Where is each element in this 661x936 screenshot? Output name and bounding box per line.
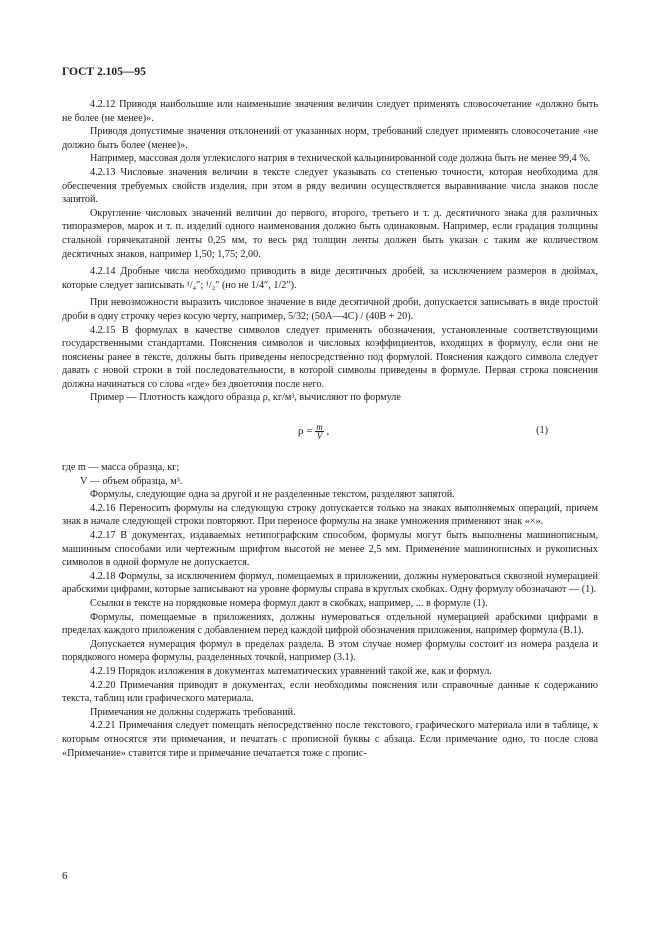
- formula: [298, 423, 329, 440]
- paragraph: Например, массовая доля углекислого натрия в технической кальцинированной соде должна быть не менее 99,4 %.: [90, 153, 591, 165]
- paragraph: 4.2.14 Дробные числа необходимо приводить в виде десятичных дробей, за исключением размеров в дюймах, которые следует записывать ¹/₄″; ¹/₂″ (но не 1/4″, 1/2″).: [62, 266, 598, 291]
- paragraph: 4.2.17 В документах, издаваемых нетипографским способом, формулы могут быть выполнены машинописным, машинным способами или чертежным шрифтом высотой не менее 2,5 мм. Применение машинописных и рукописных символов в одной формуле не допускается.: [62, 530, 598, 569]
- document-body: [62, 98, 598, 760]
- paragraph: При невозможности выразить числовое значение в виде десятичной дроби, допускается записывать в виде простой дроби в одну строчку через косую черту, например, 5/32; (50А—4С) / (40В + 20).: [62, 297, 598, 322]
- paragraph: Формулы, помещаемые в приложениях, должны нумероваться отдельной нумерацией арабскими цифрами в пределах каждого приложения с добавлением перед каждой цифрой обозначения приложения, например формула (В.1).: [62, 611, 598, 637]
- paragraph: 4.2.13 Числовые значения величин в тексте следует указывать со степенью точности, которая необходима для обеспечения требуемых свойств изделия, при этом в ряду величин осуществляется выравнивание числа знаков после запятой.: [62, 166, 598, 206]
- formula-block: [62, 411, 598, 457]
- formula-tail: ,: [326, 425, 330, 438]
- formula-numerator: m: [316, 422, 323, 433]
- paragraph: 4.2.21 Примечания следует помещать непосредственно после текстового, графического материала или в таблице, к которым относятся эти примечания, и печатать с прописной буквы с абзаца. Если примечание одно, то после слова «Примечание» ставится тире и примечание печатается тоже с пропис-: [62, 720, 598, 759]
- paragraph: 4.2.16 Переносить формулы на следующую строку допускается только на знаках выполняемых операций, причем знак в начале следующей строки повторяют. При переносе формулы на знаке умножения применяют знак «×».: [62, 502, 598, 528]
- paragraph: Округление числовых значений величин до первого, второго, третьего и т. д. десятичного знака для различных типоразмеров, марок и т. п. изделий одного наименования должно быть одинаковым. Например, если градация толщины стальной горячекатаной ленты 0,25 мм, то весь ряд толщин ленты должен быть указан с таким же количеством десятичных знаков, например 1,50; 1,75; 2,00.: [62, 207, 598, 260]
- paragraph: 4.2.12 Приводя наибольшие или наименьшие значения величин следует применять словосочетание «должно быть не более (не менее)».: [62, 99, 598, 124]
- formula-lhs: ρ =: [298, 425, 313, 438]
- formula-fraction: [315, 423, 324, 440]
- paragraph: Формулы, следующие одна за другой и не разделенные текстом, разделяют запятой.: [90, 489, 455, 501]
- paragraph: Примечания не должны содержать требований.: [90, 706, 296, 718]
- paragraph: Пример — Плотность каждого образца ρ, кг/м³, вычисляют по формуле: [90, 392, 401, 404]
- paragraph: 4.2.15 В формулах в качестве символов следует применять обозначения, установленные соответствующими государственными стандартами. Пояснения символов и числовых коэффициентов, входящих в формулу, если они не пояснены ранее в тексте, должны быть приведены непосредственно под формулой. Пояснения каждого символа следует давать с новой строки в той последовательности, в которой символы приведены в формуле. Первая строка пояснения должна начинаться со слова «где» без двоеточия после него.: [62, 324, 598, 390]
- paragraph: 4.2.19 Порядок изложения в документах математических уравнений такой же, как и формул.: [90, 665, 492, 677]
- paragraph: Ссылки в тексте на порядковые номера формул дают в скобках, например, ... в формуле (1).: [90, 598, 488, 609]
- paragraph: Допускается нумерация формул в пределах раздела. В этом случае номер формулы состоит из номера раздела и порядкового номера формулы, разделенных точкой, например (3.1).: [62, 638, 598, 664]
- formula-number: (1): [536, 425, 548, 437]
- paragraph: Приводя допустимые значения отклонений от указанных норм, требований следует применять словосочетание «не должно быть более (менее)».: [62, 126, 598, 151]
- where-line: V — объем образца, м³.: [80, 475, 183, 487]
- document-header: ГОСТ 2.105—95: [62, 66, 146, 78]
- paragraph: 4.2.20 Примечания приводят в документах, если необходимы пояснения или справочные данные к содержанию текста, таблиц или графического материала.: [62, 679, 598, 705]
- page-number: 6: [62, 870, 68, 882]
- where-line: где m — масса образца, кг;: [62, 462, 180, 474]
- formula-denominator: V: [316, 431, 323, 442]
- paragraph: 4.2.18 Формулы, за исключением формул, помещаемых в приложении, должны нумероваться сквозной нумерацией арабскими цифрами, которые записывают на уровне формулы справа в круглых скобках. Одну формулу обозначают — (1).: [62, 570, 598, 596]
